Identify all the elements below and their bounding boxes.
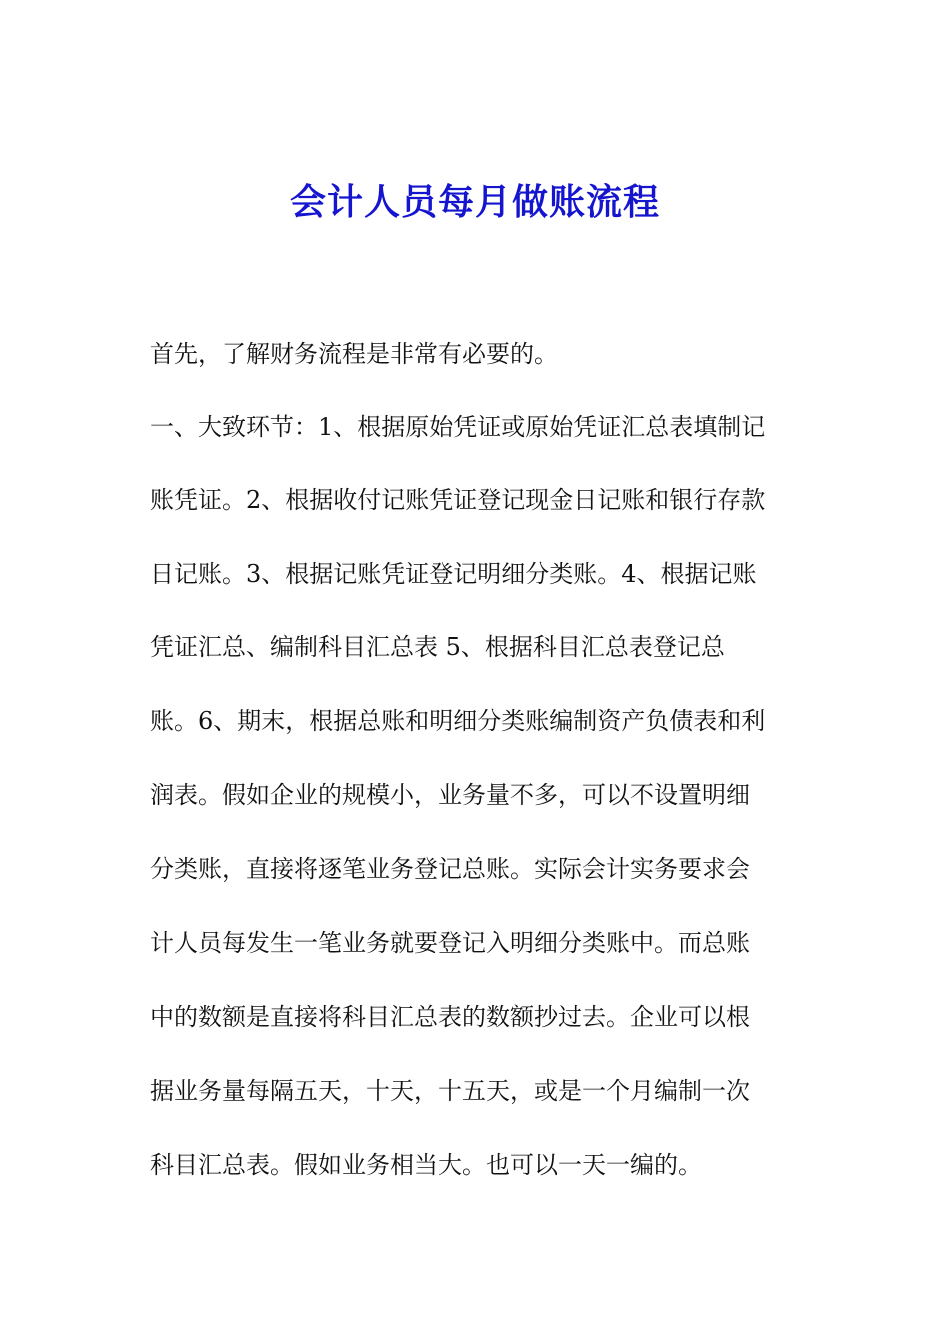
paragraph-line: 科目汇总表。假如业务相当大。也可以一天一编的。 — [150, 1151, 702, 1179]
paragraph-line: 账凭证。2、根据收付记账凭证登记现金日记账和银行存款 — [150, 486, 766, 514]
paragraph-line: 润表。假如企业的规模小，业务量不多，可以不设置明细 — [150, 781, 750, 809]
paragraph-line: 中的数额是直接将科目汇总表的数额抄过去。企业可以根 — [150, 1003, 750, 1031]
paragraph-line: 首先，了解财务流程是非常有必要的。 — [150, 340, 558, 368]
paragraph-line: 计人员每发生一笔业务就要登记入明细分类账中。而总账 — [150, 929, 750, 957]
document-title: 会计人员每月做账流程 — [289, 181, 660, 223]
paragraph-line: 日记账。3、根据记账凭证登记明细分类账。4、根据记账 — [150, 560, 757, 588]
paragraph-line: 一、大致环节：1、根据原始凭证或原始凭证汇总表填制记 — [150, 413, 766, 441]
paragraph-line: 凭证汇总、编制科目汇总表 5、根据科目汇总表登记总 — [150, 633, 725, 661]
paragraph-line: 分类账，直接将逐笔业务登记总账。实际会计实务要求会 — [150, 855, 750, 883]
paragraph-line: 账。6、期末，根据总账和明细分类账编制资产负债表和利 — [150, 707, 766, 735]
paragraph-line: 据业务量每隔五天，十天，十五天，或是一个月编制一次 — [150, 1077, 750, 1105]
